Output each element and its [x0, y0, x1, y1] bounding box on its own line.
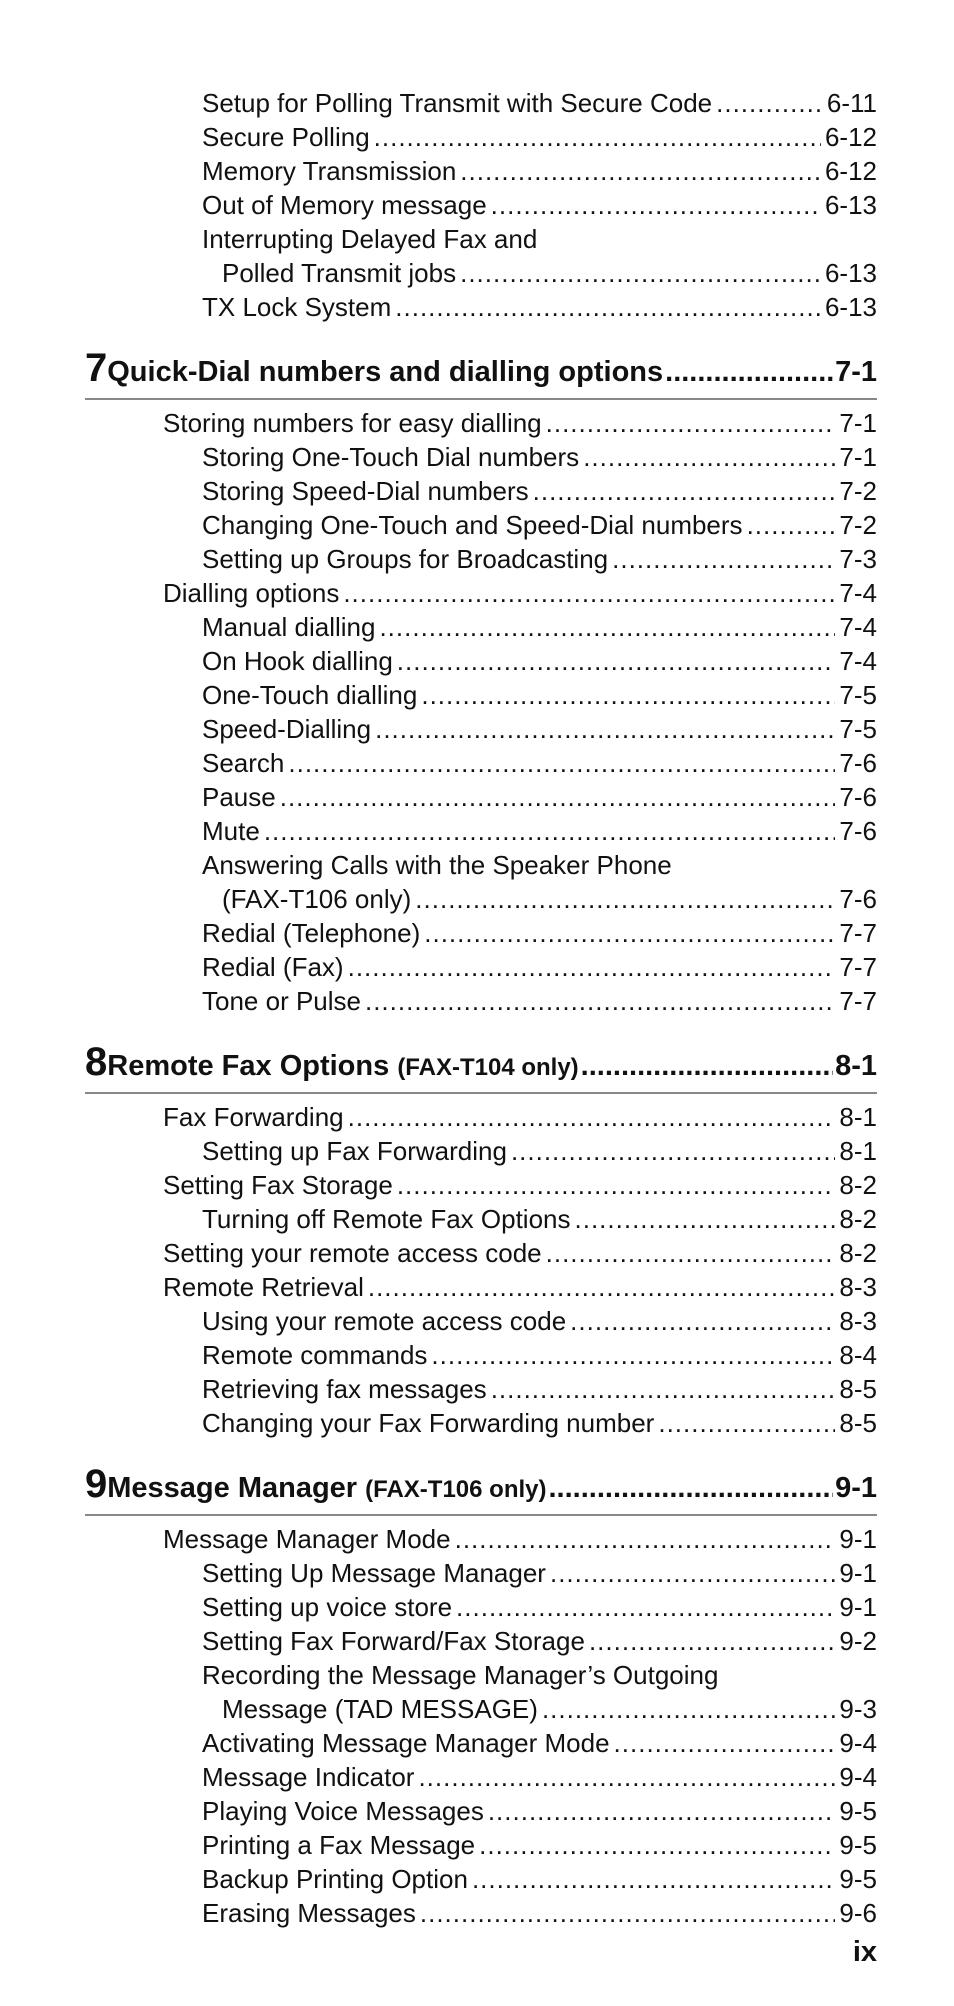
- toc-entry-title: Activating Message Manager Mode: [202, 1728, 610, 1758]
- dot-leader: [491, 1372, 836, 1406]
- dot-leader: [542, 1692, 835, 1726]
- dot-leader: [397, 644, 836, 678]
- toc-entry-page: 7-7: [839, 952, 877, 982]
- dot-leader: [418, 1760, 835, 1794]
- dot-leader: [420, 1896, 836, 1930]
- toc-entry-page: 7-5: [839, 714, 877, 744]
- toc-entry-title: Setting up Fax Forwarding: [202, 1136, 507, 1166]
- toc-entry[interactable]: [222, 882, 877, 916]
- dot-leader: [431, 1338, 835, 1372]
- toc-entry-title: Remote Retrieval: [163, 1272, 364, 1302]
- toc-entry[interactable]: [202, 1338, 877, 1372]
- toc-entry[interactable]: [202, 1202, 877, 1236]
- dot-leader: [533, 474, 836, 508]
- toc-entry-title: Redial (Fax): [202, 952, 344, 982]
- dot-leader: [288, 746, 835, 780]
- toc-entry[interactable]: [202, 1862, 877, 1896]
- dot-leader: [365, 984, 835, 1018]
- dot-leader: [716, 86, 823, 120]
- toc-entry[interactable]: [202, 678, 877, 712]
- toc-entry-title: Printing a Fax Message: [202, 1830, 476, 1860]
- toc-entry[interactable]: [202, 1760, 877, 1794]
- dot-leader: [511, 1134, 835, 1168]
- toc-entry-title: Remote commands: [202, 1340, 428, 1370]
- dot-leader: [491, 188, 821, 222]
- toc-entry[interactable]: [202, 916, 877, 950]
- toc-entry-page: 9-4: [839, 1728, 877, 1758]
- dot-leader: [348, 1100, 836, 1134]
- toc-entry-title: Message Indicator: [202, 1762, 415, 1792]
- dot-leader: [575, 1202, 836, 1236]
- page-number: ix: [852, 1936, 877, 1968]
- toc-entry[interactable]: [202, 1726, 877, 1760]
- toc-entry[interactable]: [202, 1590, 877, 1624]
- dot-leader: [348, 950, 836, 984]
- chapter-rule: [85, 1092, 877, 1094]
- toc-entry[interactable]: [202, 1828, 877, 1862]
- toc-entry-title: Storing One-Touch Dial numbers: [202, 442, 580, 472]
- table-of-contents: [0, 86, 954, 1930]
- dot-leader: [614, 1726, 836, 1760]
- toc-entry-page: 8-1: [839, 1102, 877, 1132]
- toc-entry[interactable]: [222, 256, 877, 290]
- toc-entry-title: Using your remote access code: [202, 1306, 567, 1336]
- dot-leader: [546, 1236, 836, 1270]
- dot-leader: [379, 610, 835, 644]
- toc-entry-page: 7-4: [839, 578, 877, 608]
- toc-entry[interactable]: [163, 576, 877, 610]
- dot-leader: [570, 1304, 835, 1338]
- toc-entry[interactable]: [222, 1692, 877, 1726]
- chapter-rule: [85, 1514, 877, 1516]
- chapter-title: Message Manager: [107, 1472, 358, 1504]
- toc-entry-title: Search: [202, 748, 285, 778]
- chapter-model-note: (FAX-T106 only): [365, 1476, 547, 1503]
- toc-entry-page: 9-1: [839, 1592, 877, 1622]
- toc-entry-title: Setting your remote access code: [163, 1238, 542, 1268]
- toc-entry-title: Dialling options: [163, 578, 340, 608]
- toc-entry-title: Pause: [202, 782, 276, 812]
- dot-leader: [550, 1556, 835, 1590]
- toc-entry-title: Setup for Polling Transmit with Secure Code: [202, 88, 713, 118]
- toc-entry-title: Tone or Pulse: [202, 986, 361, 1016]
- dot-leader: [455, 1522, 836, 1556]
- toc-entry-page: 7-6: [839, 884, 877, 914]
- toc-entry[interactable]: [202, 542, 877, 576]
- toc-entry-title: Mute: [202, 816, 260, 846]
- chapter-number: 9: [85, 1462, 108, 1506]
- chapter-page: 8-1: [835, 1050, 877, 1082]
- toc-entry-page: 6-13: [824, 190, 877, 220]
- toc-entry-title: Setting Fax Forward/Fax Storage: [202, 1626, 585, 1656]
- toc-entry-page: 7-5: [839, 680, 877, 710]
- dot-leader: [488, 1794, 836, 1828]
- toc-entry-page: 9-4: [839, 1762, 877, 1792]
- toc-entry[interactable]: [202, 154, 877, 188]
- dot-leader: [589, 1624, 835, 1658]
- dot-leader: [368, 1270, 836, 1304]
- toc-entry-title: (FAX-T106 only): [222, 884, 412, 914]
- toc-entry[interactable]: [163, 1522, 877, 1556]
- toc-entry-title: Changing One-Touch and Speed-Dial numbers: [202, 510, 743, 540]
- dot-leader: [479, 1828, 835, 1862]
- toc-entry[interactable]: [163, 1236, 877, 1270]
- toc-entry-title: Turning off Remote Fax Options: [202, 1204, 571, 1234]
- toc-entry-page: 7-2: [839, 476, 877, 506]
- toc-entry-title: Manual dialling: [202, 612, 376, 642]
- toc-entry-page: 9-5: [839, 1796, 877, 1826]
- chapter-title: Remote Fax Options: [107, 1050, 390, 1082]
- toc-entry-title: Secure Polling: [202, 122, 370, 152]
- toc-entry-page: 7-1: [839, 408, 877, 438]
- chapter-title-wrap: [107, 1472, 546, 1505]
- toc-entry-title: Memory Transmission: [202, 156, 457, 186]
- toc-entry[interactable]: [202, 1372, 877, 1406]
- toc-entry[interactable]: [202, 780, 877, 814]
- toc-entry[interactable]: [202, 120, 877, 154]
- dot-leader: [665, 356, 833, 389]
- dot-leader: [460, 154, 821, 188]
- toc-entry-page: 9-2: [839, 1626, 877, 1656]
- toc-entry-title: Message (TAD MESSAGE): [222, 1694, 538, 1724]
- toc-entry-page: 8-3: [839, 1306, 877, 1336]
- toc-entry-page: 8-5: [839, 1374, 877, 1404]
- toc-entry-page: 7-7: [839, 918, 877, 948]
- toc-entry[interactable]: [202, 610, 877, 644]
- toc-entry-title: Backup Printing Option: [202, 1864, 468, 1894]
- toc-entry-page: 9-5: [839, 1864, 877, 1894]
- toc-entry-page: 8-5: [839, 1408, 877, 1438]
- toc-entry-page: 7-3: [839, 544, 877, 574]
- toc-entry-title: Changing your Fax Forwarding number: [202, 1408, 655, 1438]
- toc-entry[interactable]: [202, 950, 877, 984]
- chapter-number: 7: [85, 346, 108, 390]
- toc-entry[interactable]: [202, 290, 877, 324]
- toc-entry-title: One-Touch dialling: [202, 680, 418, 710]
- dot-leader: [747, 508, 836, 542]
- toc-entry-title: Storing numbers for easy dialling: [163, 408, 542, 438]
- toc-entry[interactable]: [202, 1624, 877, 1658]
- toc-entry-page: 8-2: [839, 1170, 877, 1200]
- toc-entry-title: Speed-Dialling: [202, 714, 372, 744]
- toc-entry-page: 9-3: [839, 1694, 877, 1724]
- toc-entry[interactable]: [202, 474, 877, 508]
- chapter-title-wrap: [107, 1050, 578, 1083]
- chapter-number: 8: [85, 1040, 108, 1084]
- dot-leader: [546, 406, 836, 440]
- toc-entry-page: 6-12: [824, 122, 877, 152]
- toc-entry-page: 8-2: [839, 1238, 877, 1268]
- dot-leader: [549, 1472, 834, 1505]
- toc-entry[interactable]: [202, 1658, 877, 1692]
- chapter-title-wrap: [107, 356, 663, 389]
- toc-entry-title: Setting up voice store: [202, 1592, 453, 1622]
- toc-entry-title: Fax Forwarding: [163, 1102, 344, 1132]
- toc-entry-page: 8-1: [839, 1136, 877, 1166]
- toc-entry-title: Out of Memory message: [202, 190, 487, 220]
- toc-entry[interactable]: [202, 1304, 877, 1338]
- toc-entry-title: Answering Calls with the Speaker Phone: [202, 850, 672, 880]
- chapter-page: 9-1: [835, 1472, 877, 1504]
- toc-entry[interactable]: [202, 1794, 877, 1828]
- toc-entry-title: Playing Voice Messages: [202, 1796, 484, 1826]
- toc-entry[interactable]: [202, 746, 877, 780]
- dot-leader: [658, 1406, 835, 1440]
- dot-leader: [456, 1590, 835, 1624]
- toc-entry-page: 6-11: [826, 88, 877, 118]
- toc-entry-page: 6-12: [824, 156, 877, 186]
- toc-entry-page: 9-5: [839, 1830, 877, 1860]
- chapter-heading[interactable]: [85, 1032, 877, 1092]
- toc-entry-page: 8-3: [839, 1272, 877, 1302]
- dot-leader: [264, 814, 836, 848]
- toc-entry[interactable]: [202, 1896, 877, 1930]
- dot-leader: [395, 290, 821, 324]
- toc-entry[interactable]: [163, 1100, 877, 1134]
- toc-entry-title: Message Manager Mode: [163, 1524, 451, 1554]
- dot-leader: [415, 882, 835, 916]
- dot-leader: [424, 916, 835, 950]
- toc-entry-page: 8-2: [839, 1204, 877, 1234]
- toc-entry-title: Polled Transmit jobs: [222, 258, 457, 288]
- chapter-title: Quick-Dial numbers and dialling options: [107, 356, 664, 388]
- dot-leader: [460, 256, 821, 290]
- chapter-heading[interactable]: [85, 1454, 877, 1514]
- chapter-heading[interactable]: [85, 338, 877, 398]
- toc-entry-page: 7-6: [839, 816, 877, 846]
- dot-leader: [280, 780, 836, 814]
- toc-entry[interactable]: [202, 440, 877, 474]
- toc-entry[interactable]: [202, 814, 877, 848]
- toc-entry[interactable]: [202, 1134, 877, 1168]
- dot-leader: [421, 678, 835, 712]
- toc-entry[interactable]: [202, 1556, 877, 1590]
- toc-entry[interactable]: [202, 508, 877, 542]
- toc-entry-page: 9-6: [839, 1898, 877, 1928]
- dot-leader: [375, 712, 835, 746]
- toc-entry-page: 7-7: [839, 986, 877, 1016]
- toc-entry[interactable]: [163, 1168, 877, 1202]
- dot-leader: [583, 440, 835, 474]
- toc-entry-page: 7-4: [839, 646, 877, 676]
- chapter-page: 7-1: [835, 356, 877, 388]
- toc-entry-page: 7-4: [839, 612, 877, 642]
- toc-entry-title: Interrupting Delayed Fax and: [202, 224, 538, 254]
- dot-leader: [472, 1862, 835, 1896]
- toc-entry-title: Setting up Groups for Broadcasting: [202, 544, 609, 574]
- dot-leader: [612, 542, 835, 576]
- toc-entry-page: 7-6: [839, 782, 877, 812]
- toc-entry-title: TX Lock System: [202, 292, 392, 322]
- dot-leader: [397, 1168, 836, 1202]
- toc-entry-title: Retrieving fax messages: [202, 1374, 487, 1404]
- toc-entry-title: Recording the Message Manager’s Outgoing: [202, 1660, 719, 1690]
- toc-entry-title: Setting Up Message Manager: [202, 1558, 546, 1588]
- toc-entry[interactable]: [202, 848, 877, 882]
- toc-entry-title: On Hook dialling: [202, 646, 393, 676]
- toc-entry[interactable]: [202, 222, 877, 256]
- chapter-rule: [85, 398, 877, 400]
- toc-entry[interactable]: [202, 644, 877, 678]
- toc-entry-page: 9-1: [839, 1558, 877, 1588]
- toc-entry-title: Erasing Messages: [202, 1898, 416, 1928]
- toc-entry-page: 9-1: [839, 1524, 877, 1554]
- toc-entry[interactable]: [202, 1406, 877, 1440]
- toc-entry[interactable]: [202, 86, 877, 120]
- dot-leader: [581, 1050, 833, 1083]
- toc-entry-page: 7-6: [839, 748, 877, 778]
- toc-entry-page: 6-13: [824, 292, 877, 322]
- toc-entry-page: 8-4: [839, 1340, 877, 1370]
- dot-leader: [343, 576, 835, 610]
- toc-entry[interactable]: [163, 1270, 877, 1304]
- chapter-model-note: (FAX-T104 only): [397, 1054, 579, 1081]
- toc-entry[interactable]: [202, 188, 877, 222]
- toc-entry[interactable]: [202, 712, 877, 746]
- dot-leader: [374, 120, 821, 154]
- toc-entry-page: 7-1: [839, 442, 877, 472]
- toc-entry[interactable]: [202, 984, 877, 1018]
- toc-entry-title: Storing Speed-Dial numbers: [202, 476, 529, 506]
- toc-entry-page: 7-2: [839, 510, 877, 540]
- toc-entry-page: 6-13: [824, 258, 877, 288]
- toc-entry-title: Setting Fax Storage: [163, 1170, 393, 1200]
- toc-entry[interactable]: [163, 406, 877, 440]
- toc-entry-title: Redial (Telephone): [202, 918, 421, 948]
